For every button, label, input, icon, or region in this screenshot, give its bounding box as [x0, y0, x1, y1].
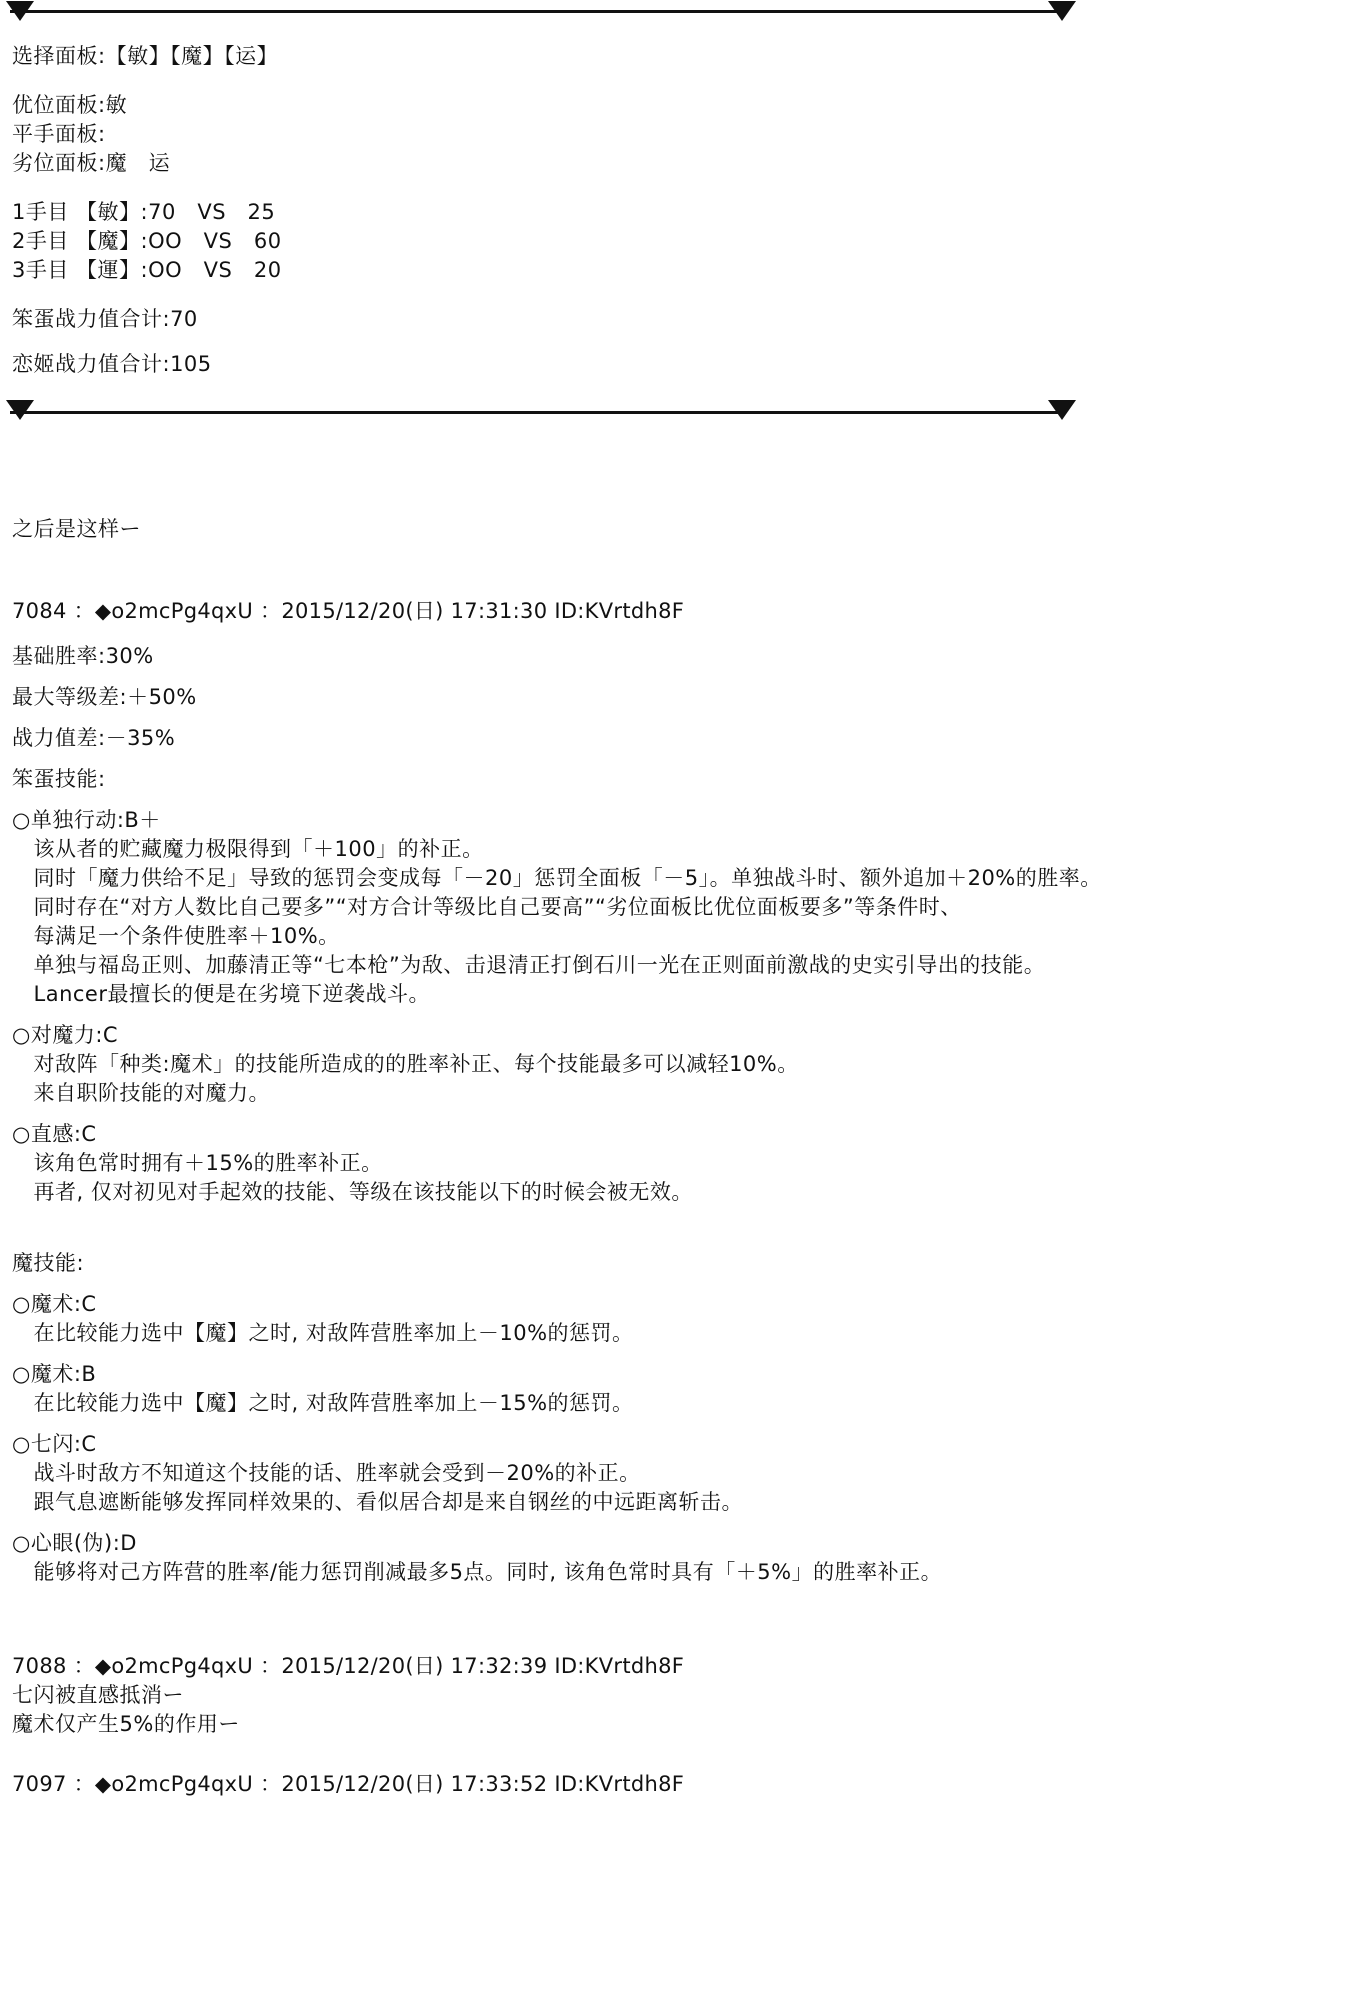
post-line: 同时「魔力供给不足」导致的惩罚会变成每「－20」惩罚全面板「－5」。单独战斗时、额外追加＋20%的胜率。 — [12, 866, 1102, 890]
post-line: 跟气息遮断能够发挥同样效果的、看似居合却是来自钢丝的中远距离斩击。 — [12, 1490, 743, 1514]
post-7088 — [0, 1651, 1350, 1739]
separator-top — [0, 0, 1350, 26]
post-line: ○魔术:C — [12, 1292, 97, 1316]
post-line: 来自职阶技能的对魔力。 — [12, 1081, 270, 1105]
post-body — [12, 642, 1338, 1587]
post-line: 基础胜率:30% — [12, 644, 154, 668]
post-line: 对敌阵「种类:魔术」的技能所造成的的胜率补正、每个技能最多可以减轻10%。 — [12, 1052, 799, 1076]
triangle-right-icon — [1048, 400, 1076, 420]
post-line: 该从者的贮藏魔力极限得到「＋100」的补正。 — [12, 837, 484, 861]
select-panel-line: 选择面板:【敏】【魔】【运】 — [12, 44, 279, 68]
post-line: ○心眼(伪):D — [12, 1531, 137, 1555]
advantage-panel-line: 优位面板:敏 — [12, 93, 128, 117]
post-line: 在比较能力选中【魔】之时, 对敌阵营胜率加上－15%的惩罚。 — [12, 1391, 634, 1415]
post-line: 单独与福岛正则、加藤清正等“七本枪”为敌、击退清正打倒石川一光在正则面前激战的史实引导出的技能。 — [12, 953, 1046, 977]
disadvantage-panel-line: 劣位面板:魔 运 — [12, 151, 171, 175]
post-line: Lancer最擅长的便是在劣境下逆袭战斗。 — [12, 982, 430, 1006]
separator-bar — [10, 10, 1060, 13]
post-line: 每满足一个条件使胜率＋10%。 — [12, 924, 340, 948]
separator-bar — [10, 411, 1060, 414]
post-header: 7097 ：◆o2mcPg4qxU ：2015/12/20(日) 17:33:52 ID:KVrtdh8F — [12, 1772, 685, 1796]
post-line: ○七闪:C — [12, 1432, 97, 1456]
panel-summary — [0, 42, 1350, 379]
round-line-1: 1手目 【敏】:70 VS 25 — [12, 200, 276, 224]
post-line: ○魔术:B — [12, 1362, 97, 1386]
post-line: 能够将对己方阵营的胜率/能力惩罚削减最多5点。同时, 该角色常时具有「＋5%」的胜率补正。 — [12, 1560, 943, 1584]
post-line: 在比较能力选中【魔】之时, 对敌阵营胜率加上－10%的惩罚。 — [12, 1321, 634, 1345]
total-enemy-line: 恋姬战力值合计:105 — [12, 352, 212, 376]
post-line: 同时存在“对方人数比自己要多”“对方合计等级比自己要高”“劣位面板比优位面板要多”等条件时、 — [12, 895, 962, 919]
post-line: 战斗时敌方不知道这个技能的话、胜率就会受到－20%的补正。 — [12, 1461, 641, 1485]
post-line: 魔术仅产生5%的作用ー — [12, 1712, 240, 1736]
triangle-right-icon — [1048, 1, 1076, 21]
triangle-left-icon — [6, 1, 34, 21]
post-line: 最大等级差:＋50% — [12, 685, 197, 709]
post-line: 笨蛋技能: — [12, 767, 106, 791]
post-line: 战力值差:－35% — [12, 726, 176, 750]
post-7084 — [0, 596, 1350, 1587]
post-7097 — [0, 1769, 1350, 1799]
post-line: 再者, 仅对初见对手起效的技能、等级在该技能以下的时候会被无效。 — [12, 1180, 693, 1204]
post-line: 七闪被直感抵消ー — [12, 1683, 184, 1707]
round-line-2: 2手目 【魔】:OO VS 60 — [12, 229, 282, 253]
narration-block — [0, 515, 1350, 544]
total-self-line: 笨蛋战力值合计:70 — [12, 307, 198, 331]
separator-bottom — [0, 399, 1350, 425]
post-line: ○直感:C — [12, 1122, 97, 1146]
post-line: ○对魔力:C — [12, 1023, 119, 1047]
post-header: 7088 ：◆o2mcPg4qxU ：2015/12/20(日) 17:32:39 ID:KVrtdh8F — [12, 1654, 685, 1678]
post-line: 魔技能: — [12, 1251, 85, 1275]
triangle-left-icon — [6, 400, 34, 420]
round-line-3: 3手目 【運】:OO VS 20 — [12, 258, 282, 282]
narration-line: 之后是这样ー — [12, 517, 141, 541]
draw-panel-line: 平手面板: — [12, 122, 106, 146]
post-line: ○单独行动:B＋ — [12, 808, 161, 832]
post-header: 7084 ：◆o2mcPg4qxU ：2015/12/20(日) 17:31:30 ID:KVrtdh8F — [12, 599, 685, 623]
post-line: 该角色常时拥有＋15%的胜率补正。 — [12, 1151, 383, 1175]
